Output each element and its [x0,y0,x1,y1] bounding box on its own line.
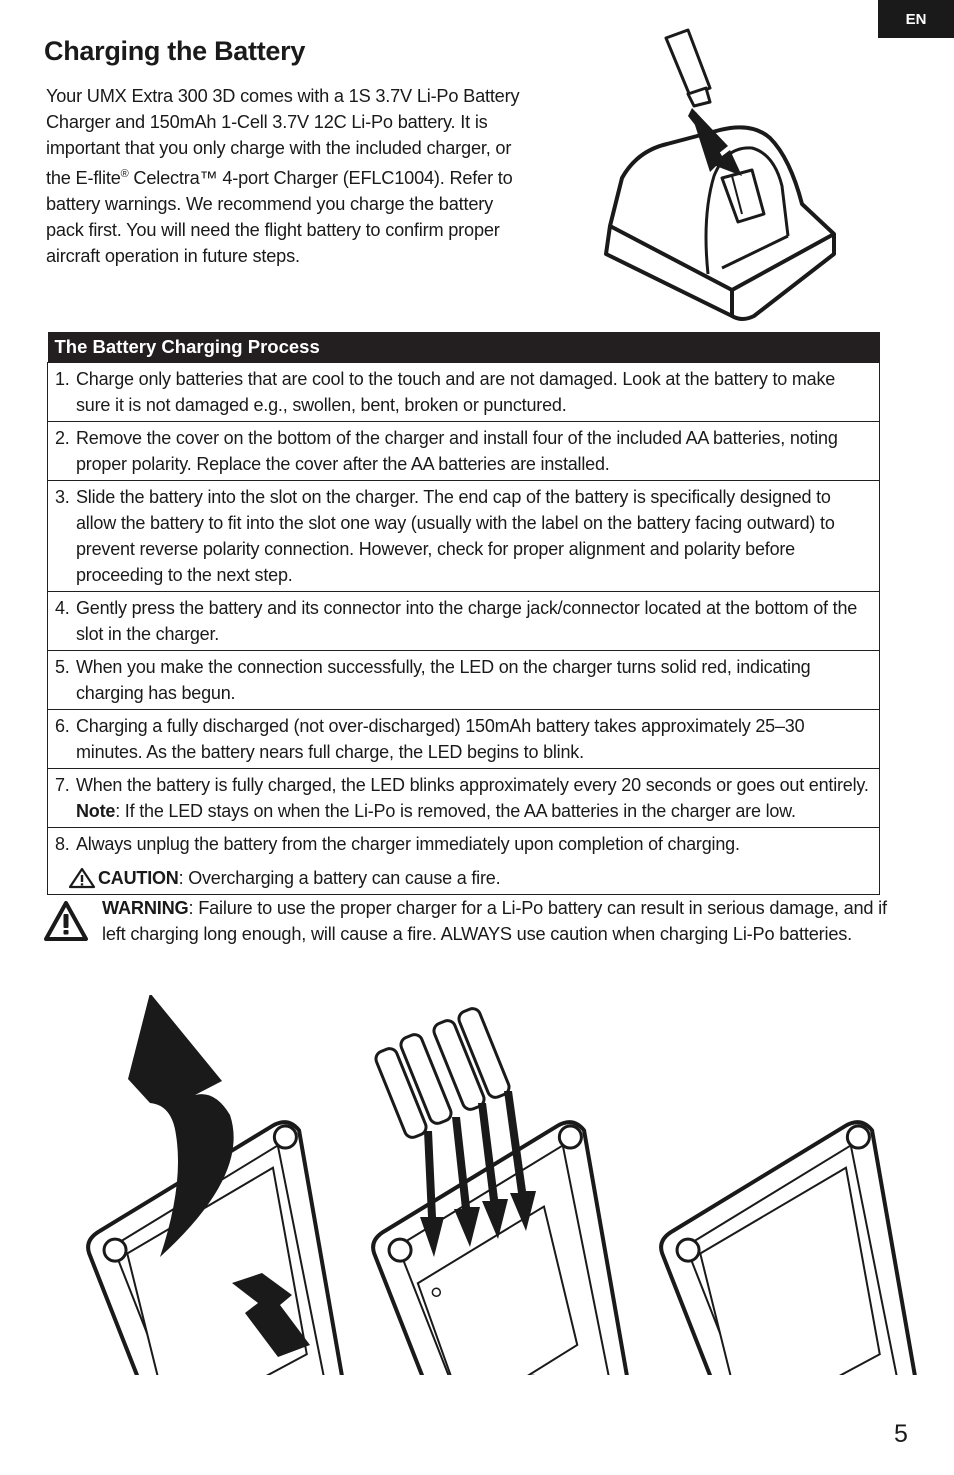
warning-text: : Failure to use the proper charger for a Li-Po battery can result in serious damage, and if left charging long enough, will cause a fire. ALWAYS use caution when charging Li-Po batteries. [102,898,887,944]
process-table-header: The Battery Charging Process [48,332,880,363]
warning-label: WARNING [102,898,189,918]
step-number: 1. [55,369,70,389]
step-text: Charging a fully discharged (not over-discharged) 150mAh battery takes approximately 25–30 minutes. As the battery nears full charge, the LED begins to blink. [76,716,805,762]
warning-block [43,895,903,947]
table-row [48,422,880,481]
caution-line [55,865,871,891]
step-text: Slide the battery into the slot on the charger. The end cap of the battery is specifically designed to allow the battery to fit into the slot one way (usually with the label on the battery facing outward) to prevent reverse polarity connection. However, check for proper alignment and polarity before proceeding to the next step. [76,487,835,585]
table-row [48,592,880,651]
table-row [48,481,880,592]
intro-text-1: Your UMX Extra 300 3D comes with a 1S 3.7V Li-Po Battery Charger and 150mAh 1-Cell 3.7V 12C Li-Po battery. It is important that you only charge with the included charger, or the E-flite [46,86,520,189]
intro-paragraph [46,83,526,269]
aa-batteries [374,1006,512,1140]
cover-replaced-illustration [655,1120,923,1375]
table-row [48,363,880,422]
step-number: 5. [55,657,70,677]
step-text: Always unplug the battery from the charger immediately upon completion of charging. [76,834,740,854]
step-7-text-a: When the battery is fully charged, the LED blinks approximately every 20 seconds or goes out entirely. [76,775,869,795]
page-title: Charging the Battery [44,36,306,66]
step-text: Gently press the battery and its connector into the charge jack/connector located at the bottom of the slot in the charger. [76,598,858,644]
caution-triangle-icon [68,867,96,889]
aa-battery-install-illustrations [0,995,954,1375]
step-text: Remove the cover on the bottom of the charger and install four of the included AA batteries, noting proper polarity. Replace the cover after the AA batteries are installed. [76,428,838,474]
step-number: 2. [55,428,70,448]
step-7-text-b: : If the LED stays on when the Li-Po is removed, the AA batteries in the charger are low. [115,801,796,821]
step-number: 6. [55,716,70,736]
page-number: 5 [894,1420,908,1448]
language-tab: EN [878,0,954,38]
step-number: 4. [55,598,70,618]
step-number: 8. [55,834,70,854]
step-text [76,772,871,824]
intro-text-2: Celectra™ 4-port Charger (EFLC1004). Refer to battery warnings. We recommend you charge the battery pack first. You will need the flight battery to confirm proper aircraft operation in future steps. [46,168,513,267]
warning-triangle-icon [43,899,89,943]
table-row [48,651,880,710]
step-number: 7. [55,775,70,795]
table-row [48,769,880,828]
charger-insert-battery-illustration [592,26,842,326]
insert-aa-illustration [367,1120,635,1375]
note-label: Note [76,801,116,821]
table-row [48,828,880,895]
step-number: 3. [55,487,70,507]
caution-text: : Overcharging a battery can cause a fire. [178,868,501,888]
table-row [48,710,880,769]
registered-mark: ® [120,168,129,180]
step-text: When you make the connection successfully, the LED on the charger turns solid red, indicating charging has begun. [76,657,811,703]
caution-label: CAUTION [98,868,179,888]
charging-process-table [47,332,880,895]
step-text: Charge only batteries that are cool to the touch and are not damaged. Look at the battery to make sure it is not damaged e.g., swollen, bent, broken or punctured. [76,369,836,415]
